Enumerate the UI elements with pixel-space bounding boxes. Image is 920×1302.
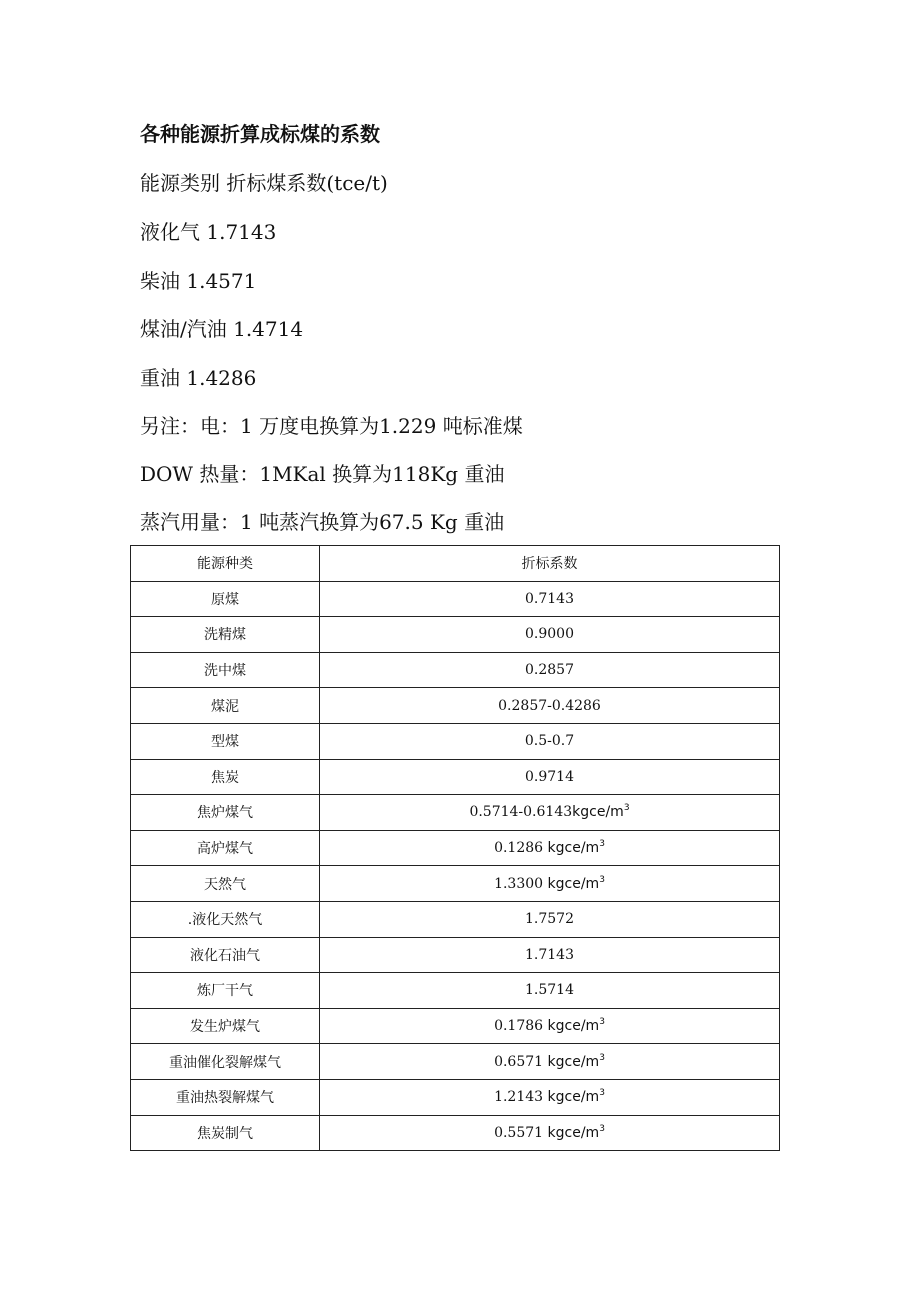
- coefficient-cell: [320, 688, 780, 724]
- text-line-kerosene-gasoline: 煤油/汽油 1.4714: [140, 317, 304, 341]
- energy-type-cell: 炼厂干气: [131, 973, 320, 1009]
- coefficient-value: 1.3300: [494, 875, 548, 892]
- text-line-lpg: 液化气 1.7143: [140, 220, 277, 244]
- text-line-steam: 蒸汽用量：1 吨蒸汽换算为67.5 Kg 重油: [140, 510, 505, 534]
- table-row: [131, 973, 780, 1009]
- energy-type-cell: .液化天然气: [131, 901, 320, 937]
- coefficient-cell: [320, 1079, 780, 1115]
- table-row: [131, 1079, 780, 1115]
- table-row: [131, 795, 780, 831]
- table-row: [131, 1044, 780, 1080]
- unit-exponent: 3: [599, 874, 605, 885]
- text-line-header: 能源类别 折标煤系数(tce/t): [140, 171, 388, 195]
- coefficient-value: 0.5-0.7: [524, 733, 575, 750]
- table-row: [131, 688, 780, 724]
- energy-type-cell: 重油热裂解煤气: [131, 1079, 320, 1115]
- coefficient-value: 0.1786: [494, 1018, 548, 1035]
- coefficient-table: [130, 545, 780, 1151]
- energy-type-cell: 焦炭制气: [131, 1115, 320, 1151]
- table-body: [131, 581, 780, 1151]
- energy-type-cell: 焦炉煤气: [131, 795, 320, 831]
- text-line-electricity-note: 另注：电：1 万度电换算为1.229 吨标准煤: [140, 414, 523, 438]
- column-header-coefficient: 折标系数: [320, 546, 780, 582]
- table-row: [131, 901, 780, 937]
- energy-type-cell: 天然气: [131, 866, 320, 902]
- table-row: [131, 937, 780, 973]
- coefficient-value: 0.9000: [525, 626, 574, 643]
- coefficient-unit: kgce/m: [572, 804, 624, 821]
- table-row: [131, 581, 780, 617]
- coefficient-cell: [320, 652, 780, 688]
- coefficient-cell: [320, 1044, 780, 1080]
- document-title: 各种能源折算成标煤的系数: [140, 122, 380, 146]
- unit-exponent: 3: [599, 1052, 605, 1063]
- coefficient-cell: [320, 866, 780, 902]
- coefficient-cell: [320, 901, 780, 937]
- coefficient-value: 1.2143: [494, 1089, 548, 1106]
- table-row: [131, 759, 780, 795]
- coefficient-cell: [320, 581, 780, 617]
- coefficient-value: 1.7572: [525, 911, 574, 928]
- coefficient-unit: kgce/m: [547, 1124, 600, 1141]
- coefficient-value: 0.5714-0.6143: [469, 804, 573, 821]
- column-header-energy-type: 能源种类: [131, 546, 320, 582]
- energy-type-cell: 洗精煤: [131, 617, 320, 653]
- coefficient-cell: [320, 937, 780, 973]
- coefficient-cell: [320, 1008, 780, 1044]
- coefficient-value: 0.6571: [494, 1053, 548, 1070]
- energy-type-cell: 洗中煤: [131, 652, 320, 688]
- table-row: [131, 866, 780, 902]
- table-row: [131, 1008, 780, 1044]
- coefficient-unit: kgce/m: [547, 875, 600, 892]
- coefficient-unit: kgce/m: [547, 1018, 600, 1035]
- coefficient-value: 0.2857: [525, 662, 574, 679]
- text-line-dow-heat: DOW 热量：1MKal 换算为118Kg 重油: [140, 462, 505, 486]
- unit-exponent: 3: [599, 1017, 605, 1028]
- unit-exponent: 3: [623, 803, 630, 814]
- coefficient-unit: kgce/m: [547, 1053, 600, 1070]
- coefficient-cell: [320, 795, 780, 831]
- unit-exponent: 3: [599, 1123, 605, 1134]
- energy-type-cell: 原煤: [131, 581, 320, 617]
- energy-type-cell: 重油催化裂解煤气: [131, 1044, 320, 1080]
- coefficient-value: 0.9714: [525, 768, 574, 785]
- unit-exponent: 3: [599, 839, 605, 850]
- table-row: [131, 617, 780, 653]
- text-line-heavy-oil: 重油 1.4286: [140, 366, 257, 390]
- coefficient-value: 0.7143: [525, 590, 574, 607]
- coefficient-cell: [320, 723, 780, 759]
- energy-type-cell: 液化石油气: [131, 937, 320, 973]
- energy-type-cell: 煤泥: [131, 688, 320, 724]
- text-line-diesel: 柴油 1.4571: [140, 269, 257, 293]
- energy-type-cell: 焦炭: [131, 759, 320, 795]
- coefficient-unit: kgce/m: [547, 840, 600, 857]
- coefficient-cell: [320, 617, 780, 653]
- table-row: [131, 830, 780, 866]
- unit-exponent: 3: [599, 1088, 605, 1099]
- coefficient-value: 0.2857-0.4286: [498, 697, 601, 714]
- coefficient-value: 1.7143: [525, 946, 574, 963]
- coefficient-cell: [320, 759, 780, 795]
- energy-type-cell: 发生炉煤气: [131, 1008, 320, 1044]
- coefficient-cell: [320, 973, 780, 1009]
- coefficient-value: 1.5714: [525, 982, 574, 999]
- table-row: [131, 1115, 780, 1151]
- table-header-row: [131, 546, 780, 582]
- coefficient-value: 0.1286: [494, 840, 548, 857]
- coefficient-value: 0.5571: [494, 1124, 548, 1141]
- table-row: [131, 723, 780, 759]
- table-row: [131, 652, 780, 688]
- coefficient-cell: [320, 830, 780, 866]
- energy-type-cell: 型煤: [131, 723, 320, 759]
- coefficient-cell: [320, 1115, 780, 1151]
- coefficient-unit: kgce/m: [547, 1089, 600, 1106]
- energy-type-cell: 高炉煤气: [131, 830, 320, 866]
